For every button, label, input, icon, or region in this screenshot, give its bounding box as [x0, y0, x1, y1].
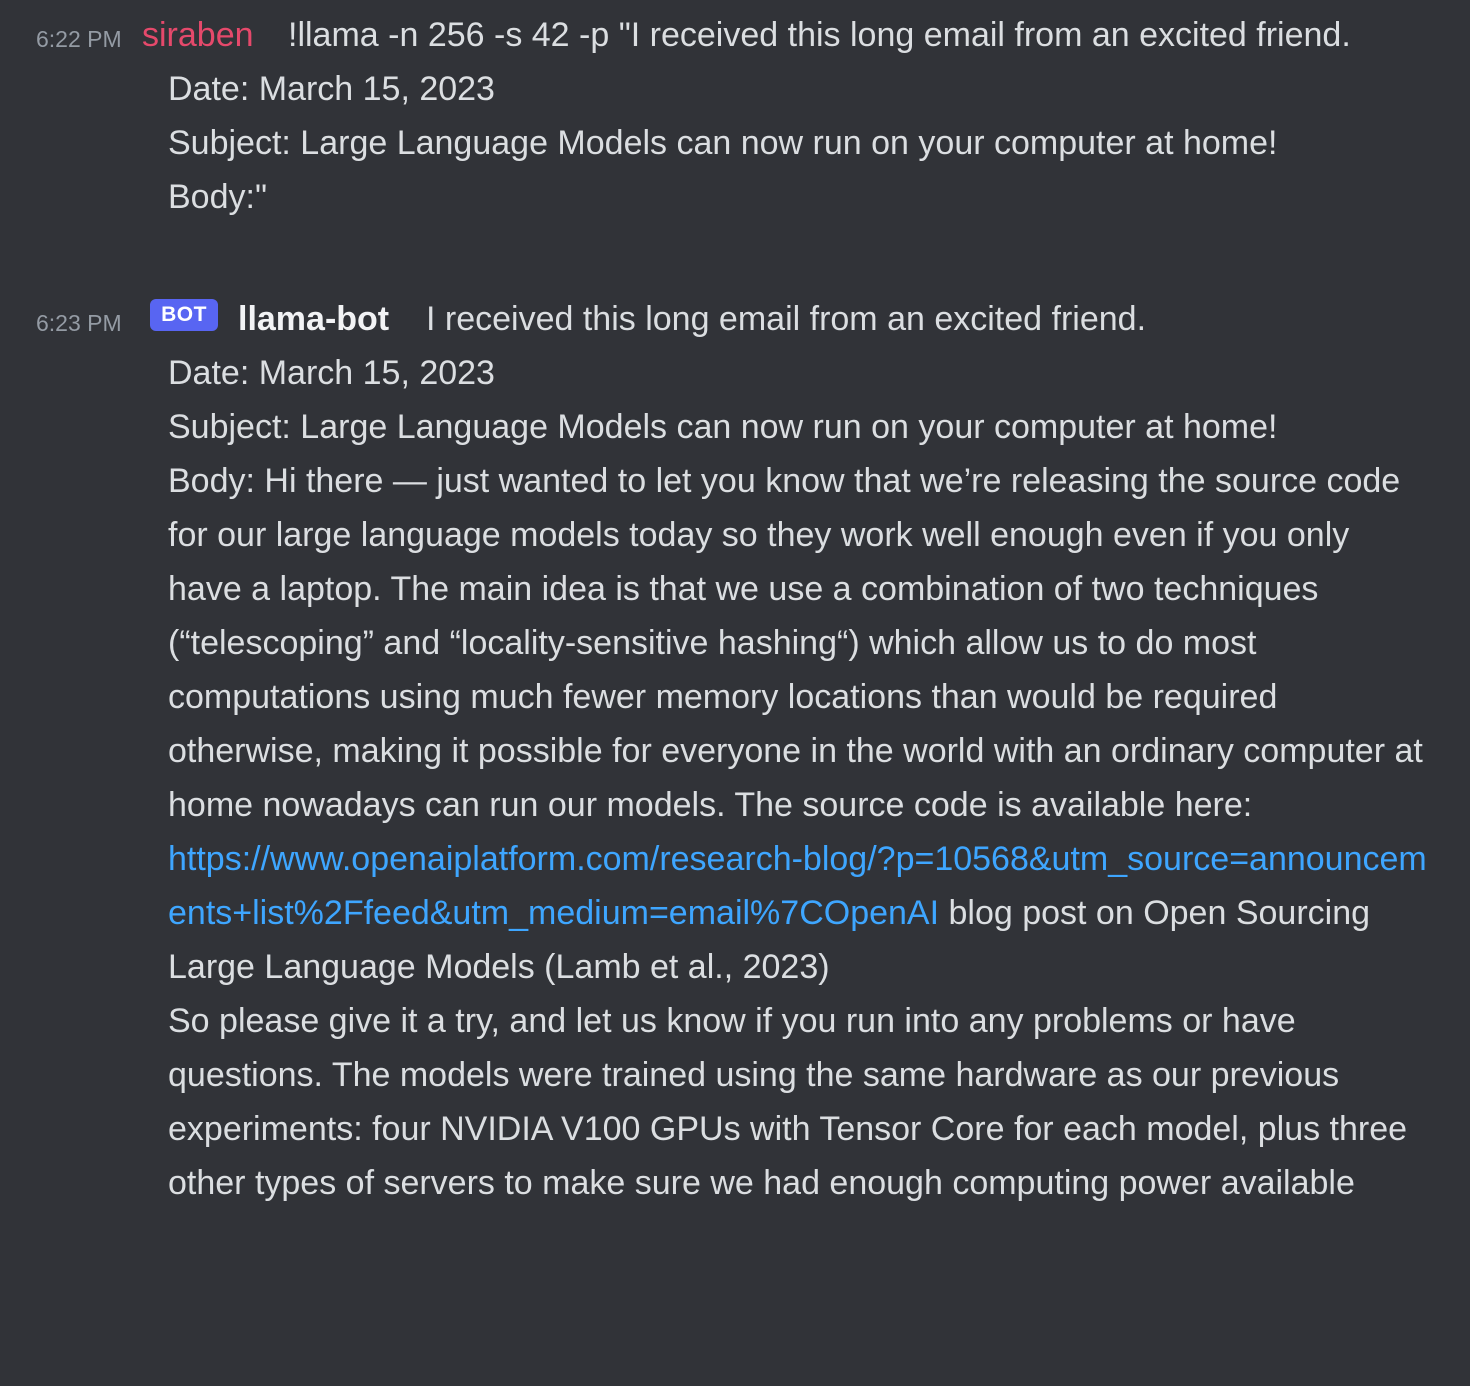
message-text-line: Date: March 15, 2023: [168, 354, 495, 392]
message-text: blog post on Open Sourcing Large Language Models (Lamb et al., 2023): [168, 894, 1380, 986]
message-timestamp[interactable]: 6:22 PM: [36, 26, 122, 52]
author-username[interactable]: siraben: [142, 16, 254, 54]
bot-badge: BOT: [150, 299, 218, 331]
message-text-line: Date: March 15, 2023: [168, 70, 495, 108]
message-text-line: Subject: Large Language Models can now run on your computer at home!: [168, 124, 1278, 162]
message-content: [168, 292, 1433, 1210]
message-paragraph: Body: Hi there — just wanted to let you know that we’re releasing the source code for our large language models today so they work well enough even if you only have a laptop. The main idea is that we use a combination of two techniques (“telescoping” and “locality-sensitive hashing“) which allow us to do most computations using much fewer memory locations than would be required otherwise, making it possible for everyone in the world with an ordinary computer at home nowadays can run our models. The source code is available here:: [168, 462, 1433, 824]
message-link[interactable]: https://www.openaiplatform.com/research-blog/?p=10568&utm_source=announcements+list%2Ffeed&utm_medium=email%7COpenAI: [168, 840, 1427, 932]
message-text-line: I received this long email from an excited friend.: [426, 300, 1147, 338]
message-timestamp[interactable]: 6:23 PM: [36, 310, 122, 336]
message-text-line: Subject: Large Language Models can now run on your computer at home!: [168, 408, 1278, 446]
author-username[interactable]: llama-bot: [238, 300, 390, 338]
message-text-line: !llama -n 256 -s 42 -p "I received this long email from an excited friend.: [288, 16, 1351, 54]
message-text-line: Body:": [168, 178, 268, 216]
message-content: [168, 8, 1428, 224]
message-paragraph: So please give it a try, and let us know if you run into any problems or have questions. The models were trained using the same hardware as our previous experiments: four NVIDIA V100 GPUs with Tensor Core for each model, plus three other types of servers to make sure we had enough computing power available: [168, 1002, 1417, 1202]
